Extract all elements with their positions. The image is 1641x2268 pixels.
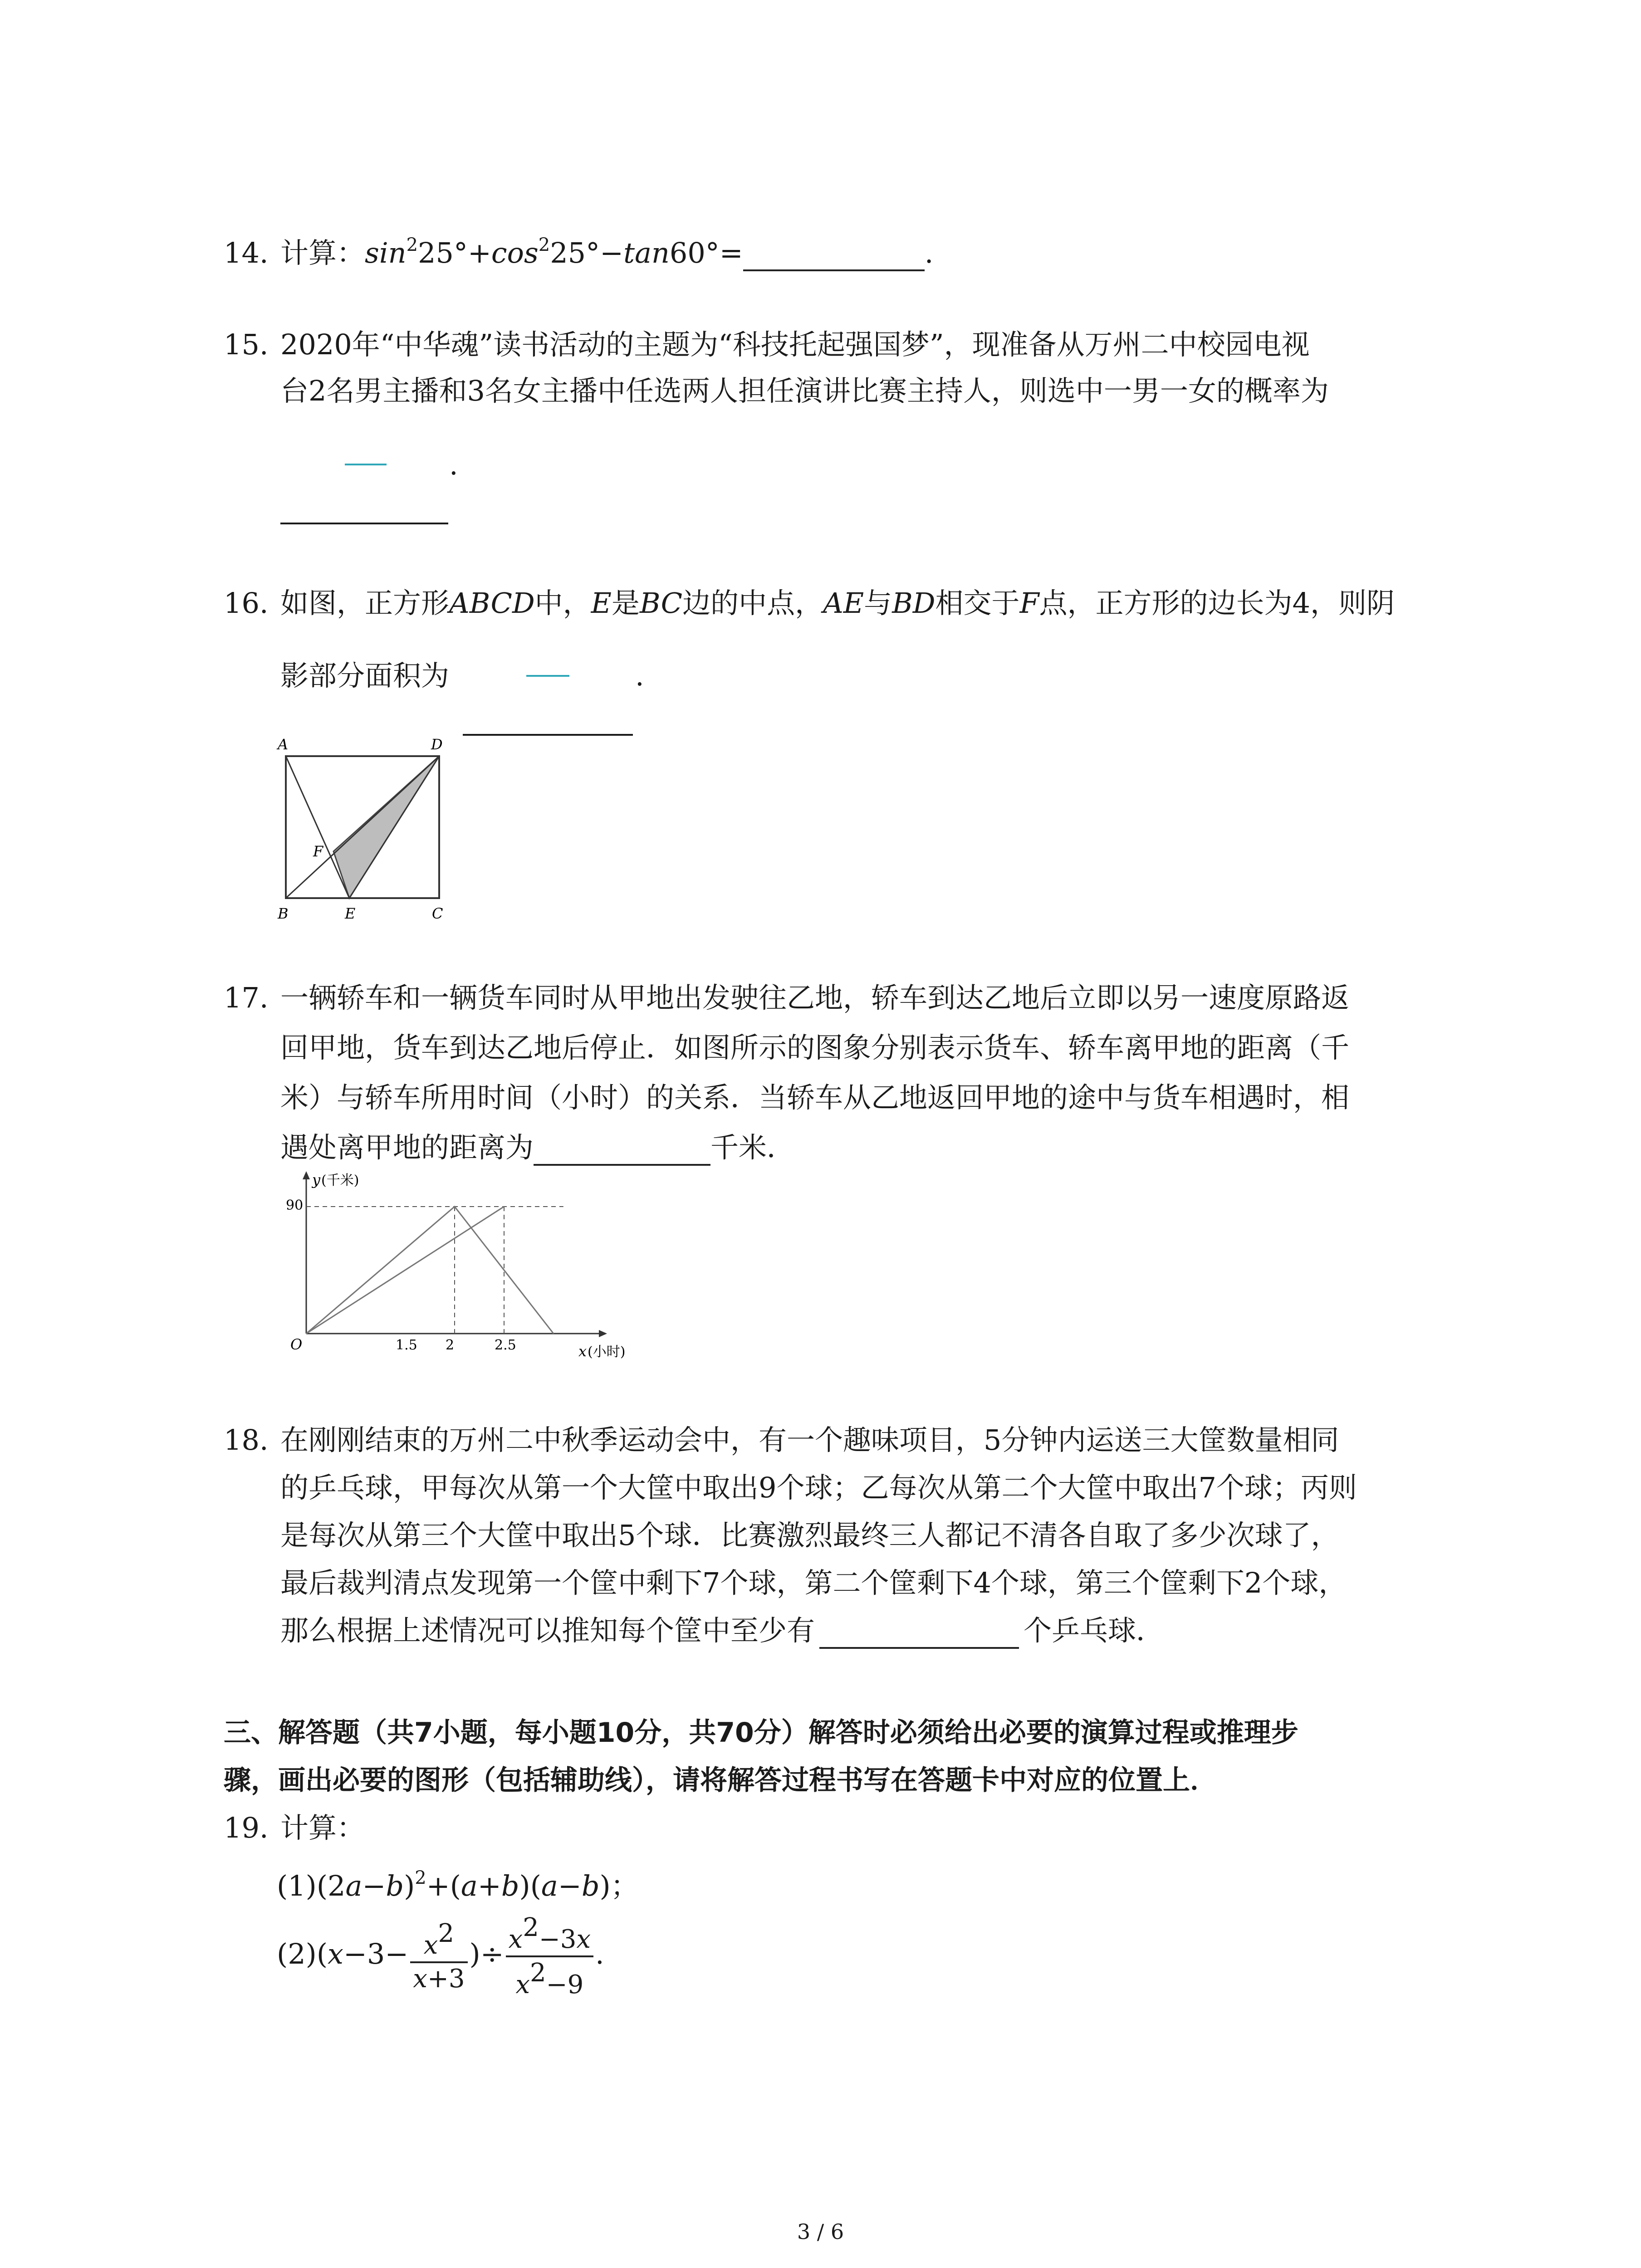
q16-end: . (635, 659, 644, 692)
q18-number: 18. (224, 1423, 269, 1457)
q16-line-1: 16. 如图，正方形ABCD中，E是BC边的中点，AE与BD相交于F点，正方形的边长为4，则阴 (224, 585, 1395, 621)
q19-part-1: $(1)(2a-b)^2+(a+b)(a-b)$； (277, 1867, 639, 1902)
label-e: E (345, 905, 356, 922)
label-a: A (278, 736, 289, 753)
x-tick-2: 2 (446, 1337, 455, 1353)
q16-line-2: 影部分面积为 (280, 659, 450, 692)
q18-line-1: 18. 在刚刚结束的万州二中秋季运动会中，有一个趣味项目，5分钟内运送三大筐数量相同 (224, 1422, 1339, 1458)
q16-number: 16. (224, 587, 269, 620)
y-axis-arrow (303, 1171, 310, 1179)
page-number: 3 / 6 (797, 2219, 844, 2244)
q15-end: . (449, 448, 458, 481)
q16-formula-placeholder (526, 675, 569, 677)
y-axis-label: y (312, 1171, 321, 1188)
fraction-x2-minus-3x-over-x2-minus-9: $\frac{x2-3x}{x2-9}$ (506, 1912, 593, 2001)
q15-line-1: 15. 2020年“中华魂”读书活动的主题为“科技托起强国梦”，现准备从万州二中校园电视 (224, 327, 1310, 363)
q18-line-4: 最后裁判清点发现第一个筐中剩下7个球，第二个筐剩下4个球，第三个筐剩下2个球， (280, 1566, 1347, 1599)
x-axis-label: x (578, 1343, 587, 1360)
label-d: D (431, 736, 443, 753)
q17-answer-blank[interactable] (534, 1137, 710, 1166)
q16-answer-blank[interactable] (463, 734, 633, 736)
q18-answer-blank[interactable] (819, 1620, 1019, 1649)
line-ae (286, 756, 349, 898)
x-axis-arrow (599, 1330, 607, 1337)
q16-square-figure (268, 730, 458, 930)
x-axis-unit: (小时) (588, 1344, 626, 1360)
shaded-region (333, 756, 439, 898)
section-3-heading-line-2: 骤，画出必要的图形（包括辅助线），请将解答过程书写在答题卡中对应的位置上． (224, 1765, 1217, 1796)
q17-number: 17. (224, 981, 269, 1014)
q18-line-3: 是每次从第三个大筐中取出5个球．比赛激烈最终三人都记不清各自取了多少次球了， (280, 1519, 1339, 1552)
q18-line-5: 那么根据上述情况可以推知每个筐中至少有 个乒乓球． (280, 1613, 1164, 1649)
y-tick-90: 90 (286, 1198, 304, 1213)
q17-distance-time-graph (268, 1166, 667, 1379)
origin-label: O (290, 1336, 303, 1353)
q19-part-2: (2)(x−3− $\frac{x2}{x+3}$ )÷ $\frac{x2-3x}{x2-9}$ . (277, 1912, 604, 2001)
q19-title: 19. 计算： (224, 1810, 365, 1846)
label-f: F (313, 843, 323, 860)
q14: 14. 计算：$\sin^225^\circ+\cos^225^\circ-\tan 60^\circ=$ . (224, 227, 933, 271)
q14-number: 14. (224, 236, 269, 269)
label-c: C (432, 905, 443, 922)
car-series-line (306, 1207, 554, 1334)
q15-number: 15. (224, 328, 269, 361)
x-tick-2.5: 2.5 (495, 1337, 516, 1353)
truck-series-line (306, 1207, 504, 1334)
x-tick-1.5: 1.5 (396, 1337, 417, 1353)
y-axis-unit: (千米) (321, 1173, 359, 1188)
q19-number: 19. (224, 1811, 269, 1844)
q17-line-3: 米）与轿车所用时间（小时）的关系．当轿车从乙地返回甲地的途中与货车相遇时，相 (280, 1081, 1350, 1114)
q17-line-1: 17. 一辆轿车和一辆货车同时从甲地出发驶往乙地，轿车到达乙地后立即以另一速度原路返 (224, 980, 1349, 1016)
q15-answer-blank[interactable] (280, 523, 448, 524)
fraction-x2-over-x-plus-3: $\frac{x2}{x+3}$ (410, 1918, 467, 1995)
q18-line-2: 的乒乓球，甲每次从第一个大筐中取出9个球；乙每次从第二个大筐中取出7个球；丙则 (280, 1471, 1357, 1504)
label-b: B (278, 905, 289, 922)
q15-line-2: 台2名男主播和3名女主播中任选两人担任演讲比赛主持人，则选中一男一女的概率为 (280, 374, 1329, 407)
q17-line-4: 遇处离甲地的距离为 千米． (280, 1129, 795, 1166)
q14-answer-blank[interactable] (743, 242, 925, 271)
section-3-heading-line-1: 三、解答题（共7小题，每小题10分，共70分）解答时必须给出必要的演算过程或推理步 (224, 1717, 1298, 1749)
q17-line-2: 回甲地，货车到达乙地后停止．如图所示的图象分别表示货车、轿车离甲地的距离（千 (280, 1031, 1350, 1064)
q15-formula-placeholder (345, 464, 387, 465)
